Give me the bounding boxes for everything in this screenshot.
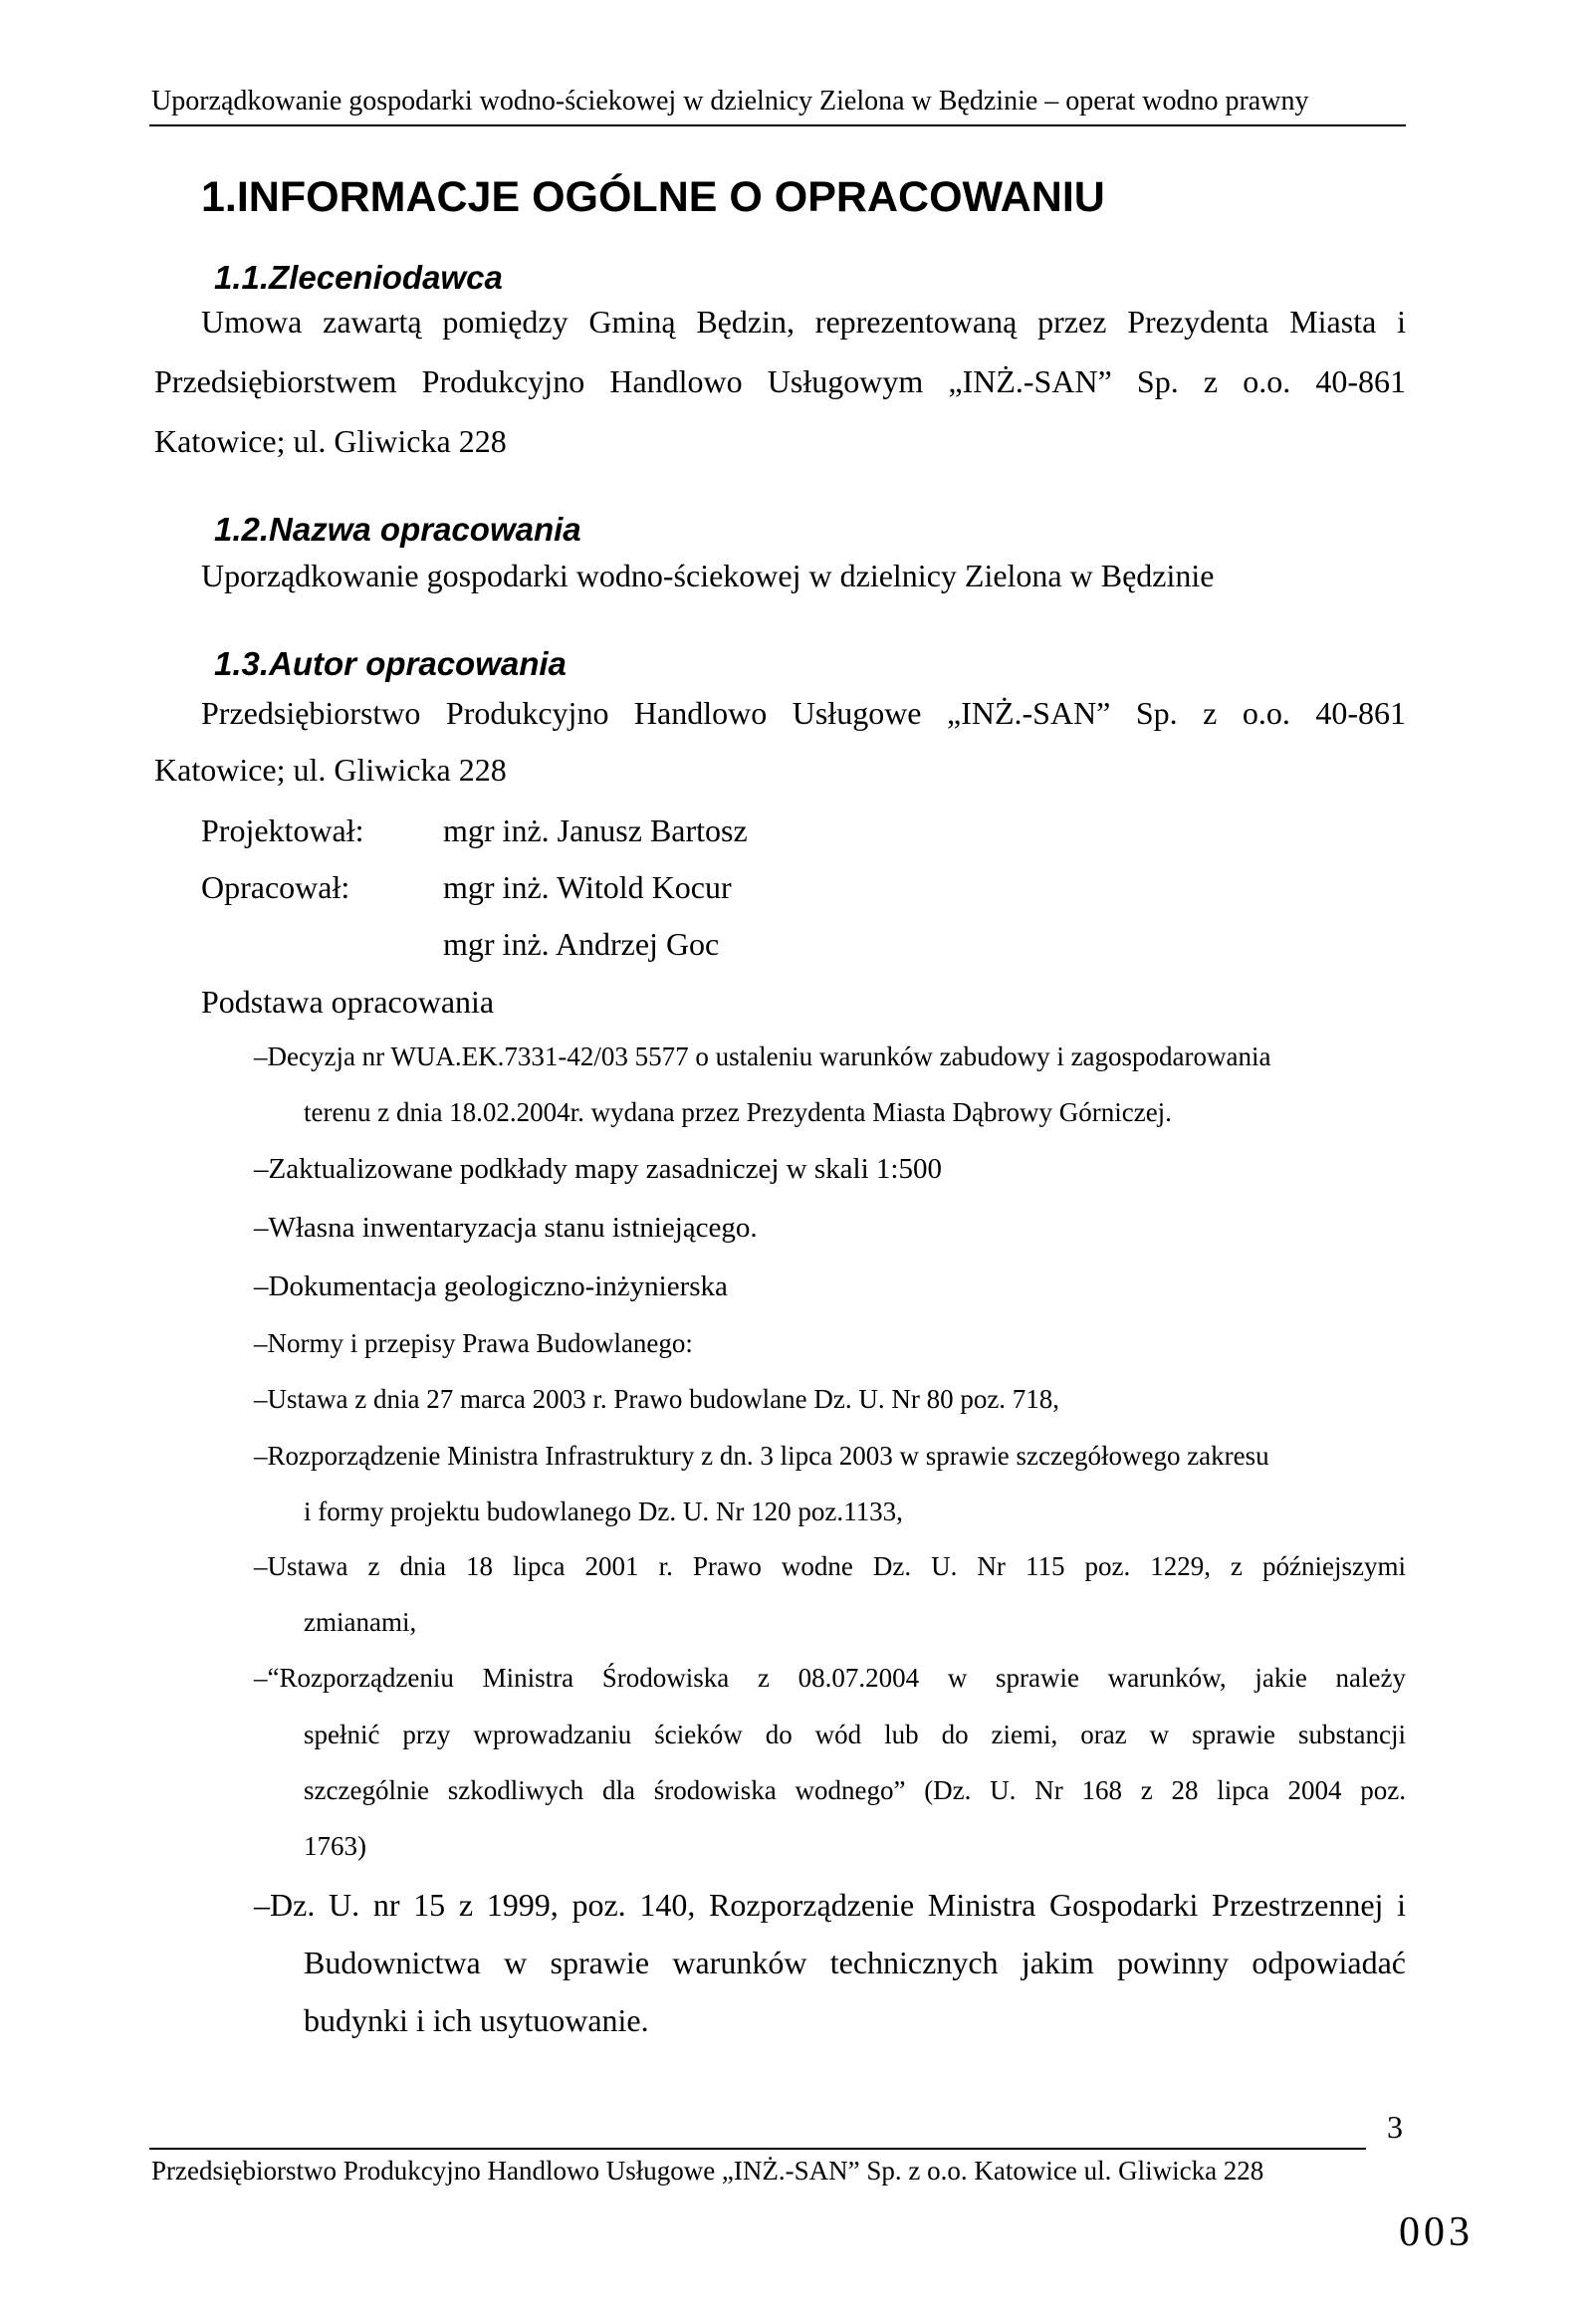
basis-item-continuation: i formy projektu budowlanego Dz. U. Nr 120 poz.1133, xyxy=(304,1497,903,1526)
basis-item-continuation: terenu z dnia 18.02.2004r. wydana przez Prezydenta Miasta Dąbrowy Górniczej. xyxy=(304,1097,1172,1127)
basis-item-continuation: Budownictwa w sprawie warunków technicznych jakim powinny odpowiadać xyxy=(304,1945,1406,1980)
basis-label: Podstawa opracowania xyxy=(201,984,495,1020)
credit-name: mgr inż. Janusz Bartosz xyxy=(443,812,748,848)
section-heading-1-3: 1.3.Autor opracowania xyxy=(214,645,567,682)
paragraph-line: Umowa zawartą pomiędzy Gminą Będzin, reprezentowaną przez Prezydenta Miasta i xyxy=(201,304,1406,340)
basis-item: –Własna inwentaryzacja stanu istniejącego. xyxy=(254,1212,758,1244)
paragraph-line: Katowice; ul. Gliwicka 228 xyxy=(154,752,507,788)
page-number: 3 xyxy=(1387,2109,1403,2145)
paragraph-line: Uporządkowanie gospodarki wodno-ściekowej w dzielnicy Zielona w Będzinie xyxy=(201,558,1215,593)
page-stamp: 003 xyxy=(1399,2209,1474,2255)
footer-rule xyxy=(149,2148,1366,2150)
basis-item: –“Rozporządzeniu Ministra Środowiska z 08.07.2004 w sprawie warunków, jakie należy xyxy=(254,1663,1406,1693)
running-header: Uporządkowanie gospodarki wodno-ściekowej w dzielnicy Zielona w Będzinie – operat wodno prawny xyxy=(151,86,1309,116)
paragraph-line: Katowice; ul. Gliwicka 228 xyxy=(154,423,507,459)
basis-item: –Ustawa z dnia 27 marca 2003 r. Prawo budowlane Dz. U. Nr 80 poz. 718, xyxy=(254,1384,1060,1414)
basis-item: –Rozporządzenie Ministra Infrastruktury z dn. 3 lipca 2003 w sprawie szczegółowego zakresu xyxy=(254,1441,1269,1471)
paragraph-line: Przedsiębiorstwem Produkcyjno Handlowo Usługowym „INŻ.-SAN” Sp. z o.o. 40-861 xyxy=(154,363,1406,399)
section-heading-1: 1.INFORMACJE OGÓLNE O OPRACOWANIU xyxy=(201,173,1105,221)
credit-name: mgr inż. Andrzej Goc xyxy=(443,926,720,962)
basis-item: –Zaktualizowane podkłady mapy zasadniczej w skali 1:500 xyxy=(254,1153,942,1185)
basis-item: –Normy i przepisy Prawa Budowlanego: xyxy=(254,1328,693,1358)
footer-company: Przedsiębiorstwo Produkcyjno Handlowo Usługowe „INŻ.-SAN” Sp. z o.o. Katowice ul. Gliwicka 228 xyxy=(151,2156,1264,2186)
basis-item-continuation: 1763) xyxy=(304,1831,366,1861)
basis-item-continuation: zmianami, xyxy=(304,1607,417,1637)
basis-item-continuation: spełnić przy wprowadzaniu ścieków do wód lub do ziemi, oraz w sprawie substancji xyxy=(304,1720,1406,1749)
basis-item-continuation: szczególnie szkodliwych dla środowiska wodnego” (Dz. U. Nr 168 z 28 lipca 2004 poz. xyxy=(304,1775,1406,1805)
header-rule xyxy=(149,124,1406,126)
basis-item: –Decyzja nr WUA.EK.7331-42/03 5577 o ustaleniu warunków zabudowy i zagospodarowania xyxy=(254,1041,1271,1071)
section-heading-1-2: 1.2.Nazwa opracowania xyxy=(214,511,581,548)
credit-name: mgr inż. Witold Kocur xyxy=(443,869,732,905)
basis-item: –Ustawa z dnia 18 lipca 2001 r. Prawo wodne Dz. U. Nr 115 poz. 1229, z późniejszymi xyxy=(254,1551,1406,1581)
basis-item: –Dokumentacja geologiczno-inżynierska xyxy=(254,1270,728,1302)
credit-role: Projektował: xyxy=(201,812,364,848)
basis-item-continuation: budynki i ich usytuowanie. xyxy=(304,2002,649,2038)
paragraph-line: Przedsiębiorstwo Produkcyjno Handlowo Usługowe „INŻ.-SAN” Sp. z o.o. 40-861 xyxy=(201,695,1406,731)
basis-item: –Dz. U. nr 15 z 1999, poz. 140, Rozporządzenie Ministra Gospodarki Przestrzennej i xyxy=(254,1887,1406,1923)
credit-role: Opracował: xyxy=(201,869,350,905)
section-heading-1-1: 1.1.Zleceniodawca xyxy=(214,259,503,296)
